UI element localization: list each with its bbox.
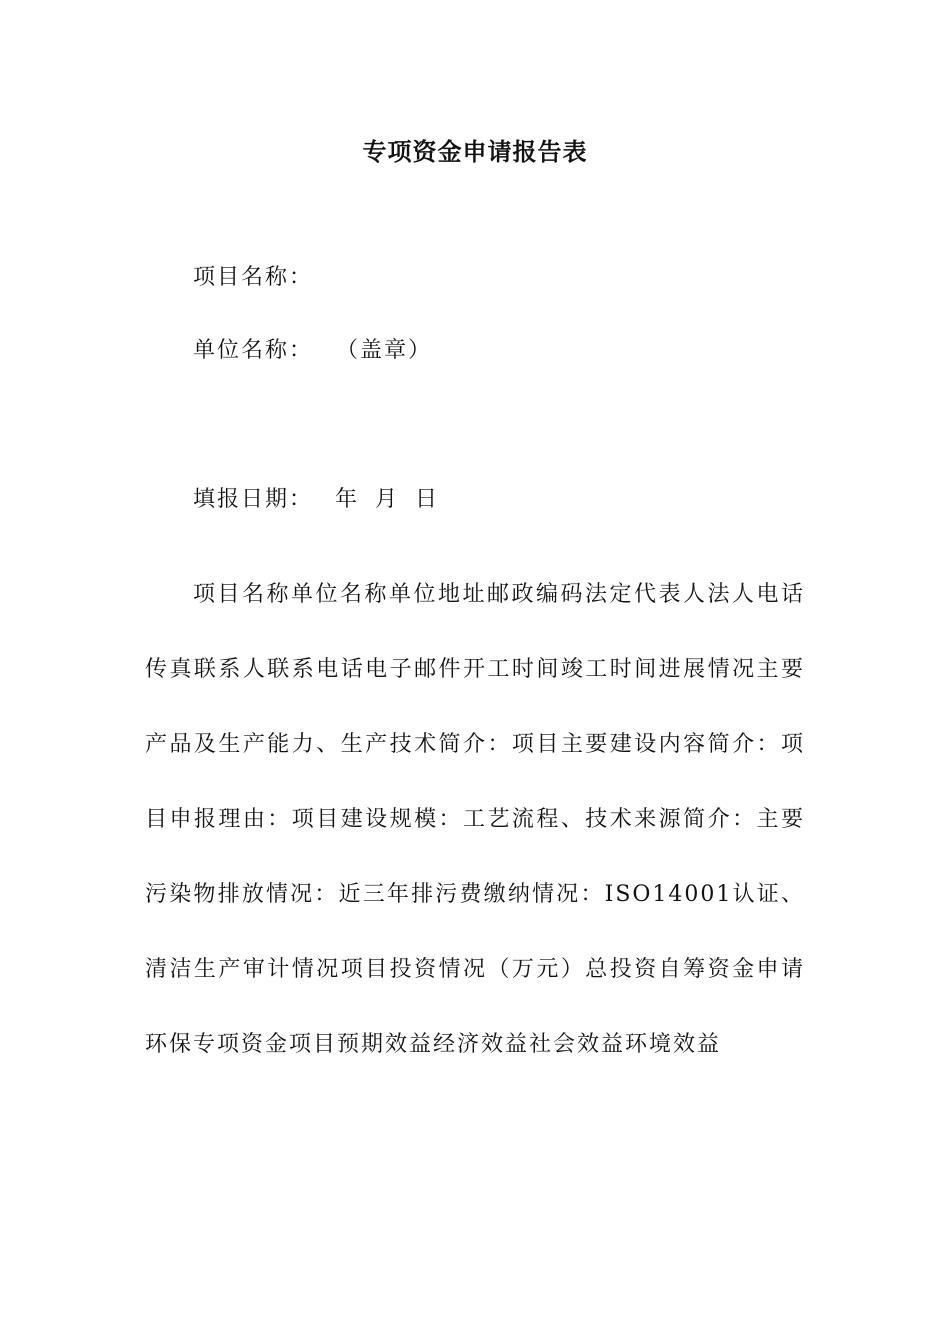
document-title: 专项资金申请报告表 bbox=[362, 137, 588, 166]
unit-name-field bbox=[193, 335, 432, 367]
date-year: 年 bbox=[335, 487, 360, 512]
date-month: 月 bbox=[375, 487, 400, 512]
fill-date-field bbox=[193, 484, 439, 516]
project-name-label: 项目名称： bbox=[193, 265, 314, 290]
project-name-field bbox=[193, 262, 313, 294]
unit-name-label: 单位名称： bbox=[193, 338, 314, 363]
form-body-text: 项目名称单位名称单位地址邮政编码法定代表人法人电话传真联系人联系电话电子邮件开工时间竣工时间进展情况主要产品及生产能力、生产技术简介：项目主要建设内容简介：项目申报理由：项目建设规模：工艺流程、技术来源简介：主要污染物排放情况：近三年排污费缴纳情况：ISO14001认证、清洁生产审计情况项目投资情况（万元）总投资自筹资金申请环保专项资金项目预期效益经济效益社会效益环境效益 bbox=[145, 582, 805, 1057]
date-day: 日 bbox=[415, 487, 440, 512]
seal-note: （盖章） bbox=[347, 338, 433, 363]
fill-date-label: 填报日期： bbox=[193, 487, 314, 512]
